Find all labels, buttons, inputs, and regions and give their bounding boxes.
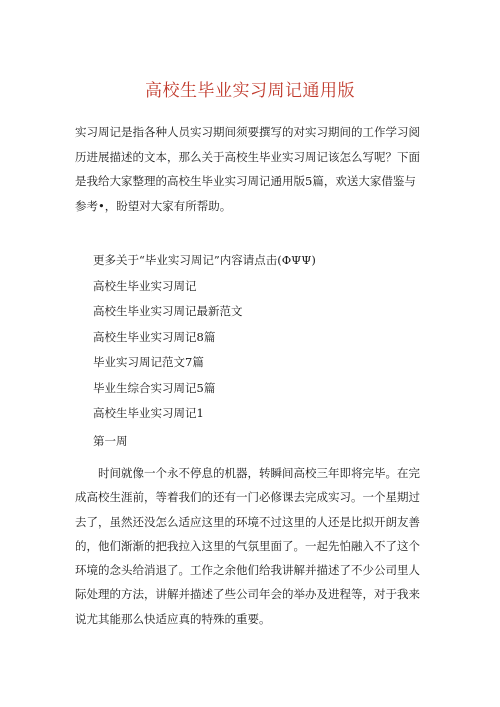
body-paragraph: 时间就像一个永不停息的机器，转瞬间高校三年即将完毕。在完成高校生涯前，等着我们的还有一门必修课去完成实习。一个星期过去了，虽然还没怎么适应这里的环境不过这里的人还是比拟开朗友善的，他们渐渐的把我拉入这里的气氛里面了。一起先怕融入不了这个环境的念头给消退了。工作之余他们给我讲解并描述了不少公司里人际处理的方法，讲解并描述了些公司年会的举办及进程等，对于我来说尤其能那么快适应真的特殊的重要。 bbox=[75, 466, 420, 626]
related-link[interactable]: 高校生毕业实习周记8篇 bbox=[93, 329, 216, 344]
related-link[interactable]: 毕业实习周记范文7篇 bbox=[93, 355, 204, 369]
related-link[interactable]: 高校生毕业实习周记 bbox=[93, 278, 197, 293]
related-links-list bbox=[93, 248, 423, 427]
week-heading: 第一周 bbox=[93, 434, 128, 448]
related-link[interactable]: 毕业生综合实习周记5篇 bbox=[93, 380, 216, 395]
more-link[interactable]: 更多关于“毕业实习周记”内容请点击(ΦΨΨ) bbox=[93, 253, 316, 267]
document-title: 高校生毕业实习周记通用版 bbox=[145, 81, 355, 101]
intro-paragraph: 实习周记是指各种人员实习期间须要撰写的对实习期间的工作学习阅历进展描述的文本，那么关于高校生毕业实习周记该怎么写呢？下面是我给大家整理的高校生毕业实习周记通用版5篇，欢送大家借鉴与参考•，盼望对大家有所帮助。 bbox=[75, 125, 420, 213]
related-link[interactable]: 高校生毕业实习周记1 bbox=[93, 406, 204, 420]
related-link[interactable]: 高校生毕业实习周记最新范文 bbox=[93, 304, 243, 318]
